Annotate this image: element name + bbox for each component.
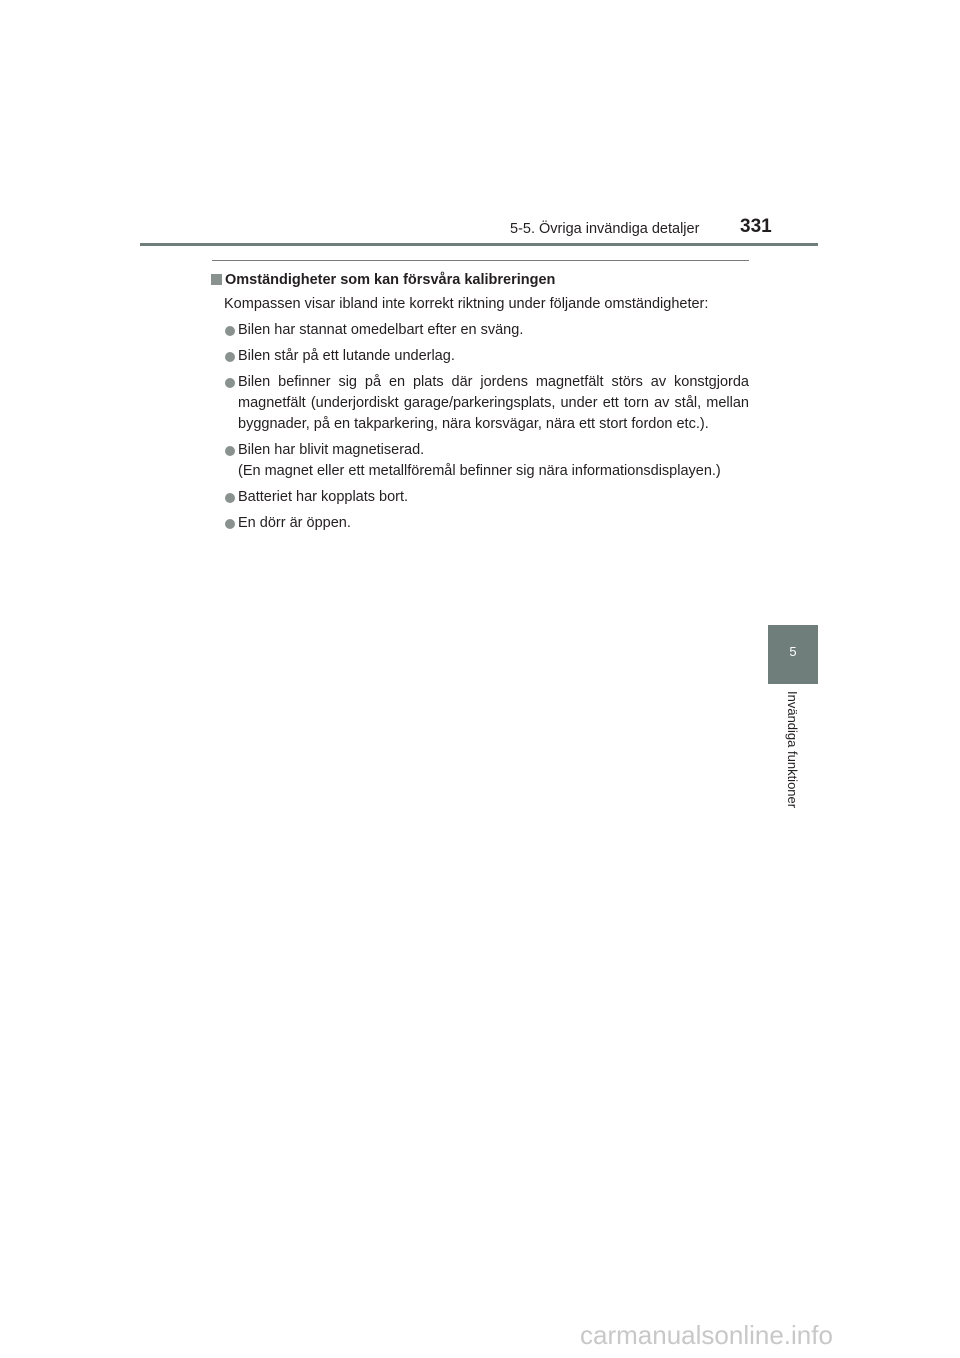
page-number: 331 (740, 216, 772, 237)
section-intro: Kompassen visar ibland inte korrekt riktning under följande omständigheter: (224, 296, 709, 312)
list-item-text: Bilen har blivit magnetiserad. (238, 442, 425, 458)
bullet-dot-icon (225, 446, 235, 456)
content-divider (212, 260, 749, 261)
watermark: carmanualsonline.info (580, 1320, 833, 1350)
list-item (211, 372, 749, 435)
list-item (211, 513, 749, 534)
chapter-title: Invändiga funktioner (785, 691, 800, 809)
chapter-tab (768, 625, 818, 684)
list-item (211, 320, 749, 341)
bullet-dot-icon (225, 326, 235, 336)
list-item-text: (En magnet eller ett metallföremål befinner sig nära informationsdisplayen.) (238, 463, 721, 479)
header-section-title: 5-5. Övriga invändiga detaljer (510, 221, 700, 237)
section-heading (211, 270, 749, 291)
bullet-list (211, 320, 749, 534)
bullet-dot-icon (225, 493, 235, 503)
square-bullet-icon (211, 274, 222, 285)
list-item-text: Bilen står på ett lutande underlag. (238, 348, 455, 364)
list-item (211, 487, 749, 508)
list-item (211, 440, 749, 482)
bullet-dot-icon (225, 378, 235, 388)
section-heading-text: Omständigheter som kan försvåra kalibreringen (225, 272, 556, 288)
list-item-text: Bilen befinner sig på en plats där jordens magnetfält störs av konstgjorda magnetfält (underjordiskt garage/parkeringsplats, under ett torn av stål, mellan byggnader, på en takparkering, nära korsvägar, nära ett stort fordon etc.). (238, 374, 749, 432)
header-divider (140, 243, 818, 246)
bullet-dot-icon (225, 352, 235, 362)
chapter-number: 5 (789, 644, 797, 659)
list-item-text: En dörr är öppen. (238, 515, 351, 531)
list-item-text: Batteriet har kopplats bort. (238, 489, 409, 505)
bullet-dot-icon (225, 519, 235, 529)
list-item-text: Bilen har stannat omedelbart efter en sväng. (238, 322, 524, 338)
content-section (211, 270, 749, 534)
list-item (211, 346, 749, 367)
